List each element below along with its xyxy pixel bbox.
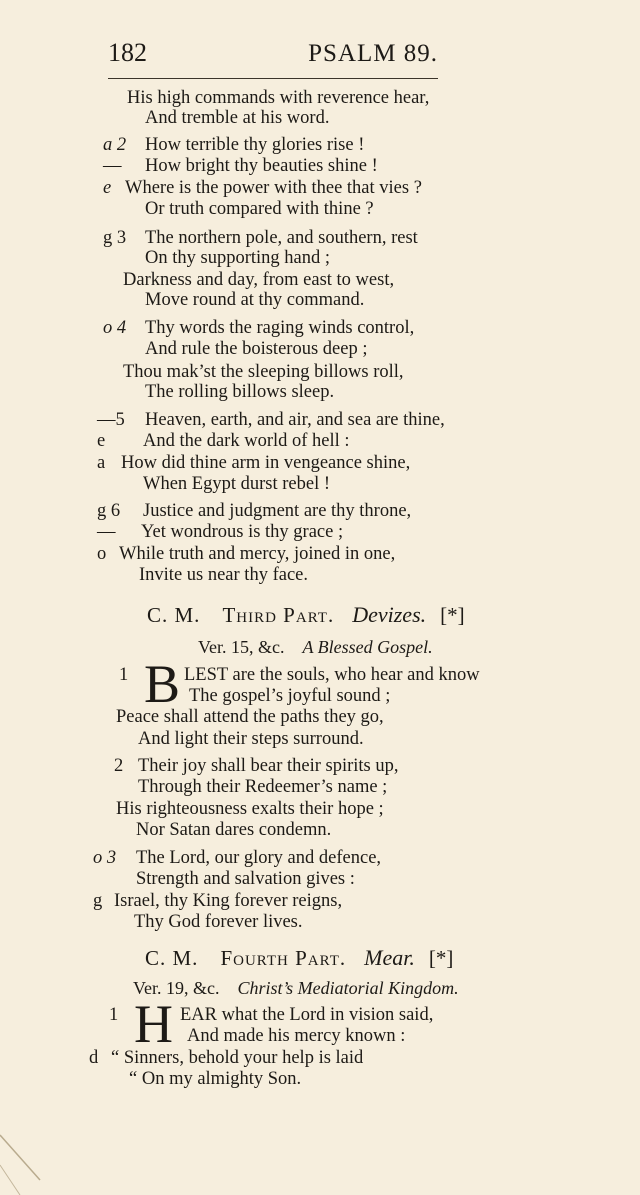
verse-line: The gospel’s joyful sound ; bbox=[189, 686, 391, 706]
running-head: PSALM 89. bbox=[308, 40, 438, 67]
verse-line: LEST are the souls, who hear and know bbox=[184, 665, 480, 685]
verse-line: “ Sinners, behold your help is laid bbox=[111, 1048, 364, 1068]
verse-line: Heaven, earth, and air, and sea are thine, bbox=[145, 410, 445, 430]
drop-cap: H bbox=[134, 994, 173, 1054]
verse-ref: Ver. 15, &c. bbox=[198, 637, 285, 657]
verse-line: Nor Satan dares condemn. bbox=[136, 820, 332, 840]
tune-name: Mear. bbox=[364, 945, 415, 970]
verse-line: And the dark world of hell : bbox=[143, 431, 350, 451]
verse-line: Through their Redeemer’s name ; bbox=[138, 777, 388, 797]
verse-number: 1 bbox=[119, 665, 129, 685]
expression-mark: g 6 bbox=[97, 501, 121, 521]
expression-mark: — bbox=[103, 156, 122, 176]
verse-line: Move round at thy command. bbox=[145, 290, 365, 310]
verse-line: Thou mak’st the sleeping billows roll, bbox=[123, 362, 404, 382]
asterisk-mark: [*] bbox=[440, 603, 465, 627]
verse-number: o 3 bbox=[93, 848, 117, 868]
expression-mark: a 2 bbox=[103, 135, 127, 155]
verse-line: Or truth compared with thine ? bbox=[145, 199, 374, 219]
verse-line: Thy God forever lives. bbox=[134, 912, 303, 932]
section-heading-third-part bbox=[147, 602, 465, 628]
expression-mark: e bbox=[103, 178, 112, 198]
expression-mark: e bbox=[97, 431, 106, 451]
verse-line: Darkness and day, from east to west, bbox=[123, 270, 395, 290]
verse-line: Justice and judgment are thy throne, bbox=[143, 501, 412, 521]
verse-line: The rolling billows sleep. bbox=[145, 382, 335, 402]
verse-line: And light their steps surround. bbox=[138, 729, 364, 749]
verse-line: Peace shall attend the paths they go, bbox=[116, 707, 384, 727]
verse-line: EAR what the Lord in vision said, bbox=[180, 1005, 434, 1025]
verse-line: “ On my almighty Son. bbox=[129, 1069, 302, 1089]
expression-mark: — bbox=[97, 522, 116, 542]
verse-line: His high commands with reverence hear, bbox=[127, 88, 430, 108]
verse-line: And rule the boisterous deep ; bbox=[145, 339, 368, 359]
verse-line: And tremble at his word. bbox=[145, 108, 330, 128]
expression-mark: d bbox=[89, 1048, 99, 1068]
drop-cap: B bbox=[144, 654, 181, 714]
meter: C. M. bbox=[145, 946, 199, 970]
verse-line: How terrible thy glories rise ! bbox=[145, 135, 365, 155]
verse-line: How bright thy beauties shine ! bbox=[145, 156, 378, 176]
verse-line: The northern pole, and southern, rest bbox=[145, 228, 418, 248]
verse-line: And made his mercy known : bbox=[187, 1026, 406, 1046]
verse-number: 2 bbox=[114, 756, 124, 776]
verse-line: Invite us near thy face. bbox=[139, 565, 308, 585]
asterisk-mark: [*] bbox=[428, 946, 454, 970]
verse-line: Thy words the raging winds control, bbox=[145, 318, 415, 338]
verse-line: The Lord, our glory and defence, bbox=[136, 848, 382, 868]
expression-mark: g 3 bbox=[103, 228, 127, 248]
verse-line: His righteousness exalts their hope ; bbox=[116, 799, 384, 819]
verse-line: Their joy shall bear their spirits up, bbox=[138, 756, 399, 776]
verse-line: Where is the power with thee that vies ? bbox=[125, 178, 422, 198]
section-heading-fourth-part bbox=[145, 945, 453, 971]
verse-line: On thy supporting hand ; bbox=[145, 248, 330, 268]
verse-number: 1 bbox=[109, 1005, 119, 1025]
page-corner-crease bbox=[0, 1115, 90, 1195]
expression-mark: g bbox=[93, 891, 103, 911]
verse-reference bbox=[198, 637, 433, 658]
verse-line: While truth and mercy, joined in one, bbox=[119, 544, 396, 564]
part-title: Third Part. bbox=[222, 603, 335, 627]
subject: A Blessed Gospel. bbox=[302, 637, 433, 657]
verse-line: How did thine arm in vengeance shine, bbox=[121, 453, 411, 473]
page-number: 182 bbox=[108, 38, 147, 67]
tune-name: Devizes. bbox=[352, 602, 427, 627]
verse-line: Israel, thy King forever reigns, bbox=[114, 891, 343, 911]
expression-mark: —5 bbox=[97, 410, 125, 430]
expression-mark: o bbox=[97, 544, 107, 564]
part-title: Fourth Part. bbox=[220, 946, 347, 970]
subject: Christ’s Mediatorial Kingdom. bbox=[237, 978, 459, 998]
verse-ref: Ver. 19, &c. bbox=[133, 978, 220, 998]
meter: C. M. bbox=[147, 603, 201, 627]
page-header bbox=[108, 38, 438, 79]
verse-line: When Egypt durst rebel ! bbox=[143, 474, 330, 494]
expression-mark: a bbox=[97, 453, 106, 473]
verse-reference bbox=[133, 978, 459, 999]
expression-mark: o 4 bbox=[103, 318, 127, 338]
verse-line: Yet wondrous is thy grace ; bbox=[141, 522, 344, 542]
verse-line: Strength and salvation gives : bbox=[136, 869, 355, 889]
